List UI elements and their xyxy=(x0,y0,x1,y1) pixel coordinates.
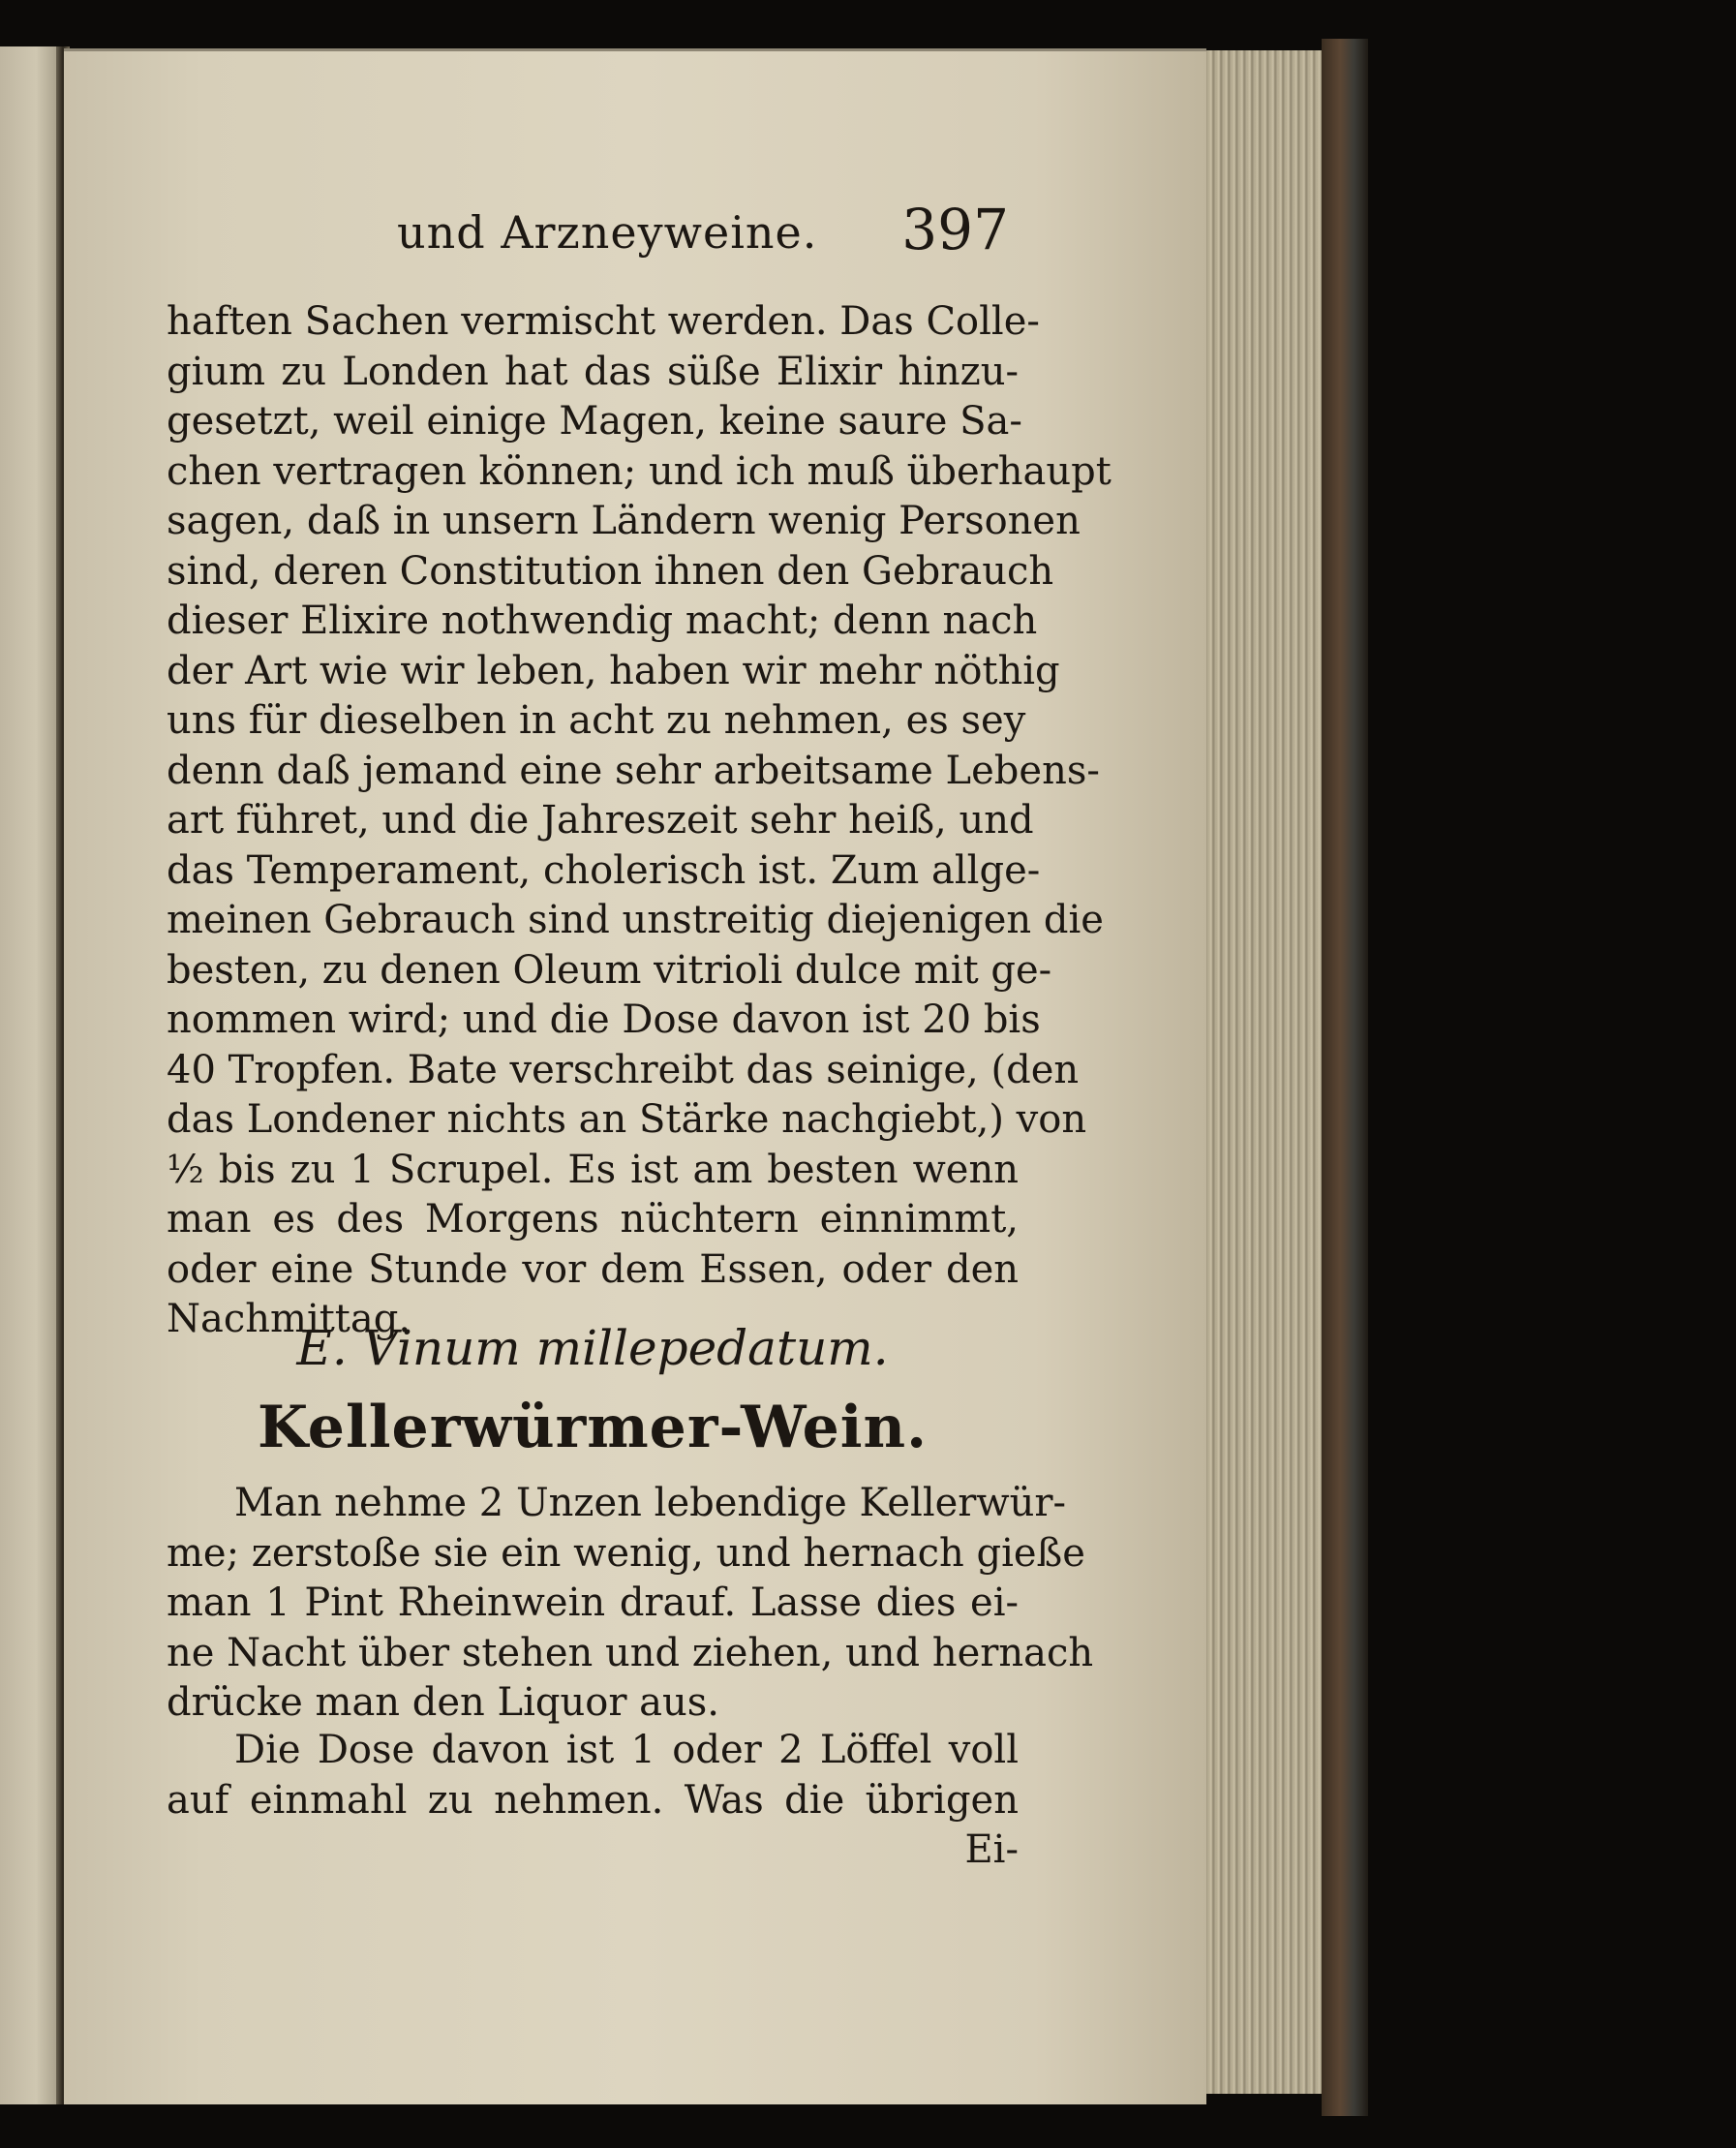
text-line: Die Dose davon ist 1 oder 2 Löffel voll xyxy=(234,1728,1019,1772)
text-line: man 1 Pint Rheinwein drauf. Lasse dies ei- xyxy=(167,1580,1019,1625)
paragraph-2 xyxy=(167,1479,1094,1729)
text-line: oder eine Stunde vor dem Essen, oder den xyxy=(167,1246,1019,1292)
text-line: meinen Gebrauch sind unstreitig diejenigen die xyxy=(167,898,1104,942)
text-line: sagen, daß in unsern Ländern wenig Personen xyxy=(167,499,1081,543)
text-line: Nachmittag. xyxy=(167,1297,411,1341)
text-line: sind, deren Constitution ihnen den Gebrauch xyxy=(167,548,1054,594)
page-block-edges xyxy=(1201,50,1326,2094)
text-line: ½ bis zu 1 Scrupel. Es ist am besten wenn xyxy=(167,1147,1019,1192)
text-line: man es des Morgens nüchtern einnimmt, xyxy=(167,1197,1019,1242)
right-page xyxy=(64,48,1206,2104)
text-line: gesetzt, weil einige Magen, keine saure Sa- xyxy=(167,399,1022,444)
running-head-title: und Arzneyweine. xyxy=(397,206,818,259)
text-line: uns für dieselben in acht zu nehmen, es sey xyxy=(167,698,1026,743)
text-line: der Art wie wir leben, haben wir mehr nöthig xyxy=(167,648,1060,693)
running-head xyxy=(167,193,1019,280)
section-german-title: Kellerwürmer-Wein. xyxy=(257,1394,929,1461)
text-line: das Temperament, cholerisch ist. Zum allge- xyxy=(167,847,1041,893)
text-line: auf einmahl zu nehmen. Was die übrigen xyxy=(167,1777,1019,1823)
text-line: das Londener nichts an Stärke nachgiebt,) von xyxy=(167,1097,1087,1142)
text-line: ne Nacht über stehen und ziehen, und hernach xyxy=(167,1630,1094,1675)
section-latin-title: E. Vinum millepedatum. xyxy=(296,1320,889,1376)
text-line: gium zu Londen hat das süße Elixir hinzu- xyxy=(167,349,1019,394)
text-line: Man nehme 2 Unzen lebendige Kellerwür- xyxy=(234,1481,1067,1525)
left-page-edge xyxy=(0,46,60,2104)
catchword: Ei- xyxy=(964,1827,1019,1872)
text-line: denn daß jemand eine sehr arbeitsame Lebens- xyxy=(167,748,1100,793)
text-line: chen vertragen können; und ich muß überhaupt xyxy=(167,448,1112,494)
text-line: art führet, und die Jahreszeit sehr heiß, und xyxy=(167,798,1034,843)
text-line: dieser Elixire nothwendig macht; denn nach xyxy=(167,598,1038,643)
text-line: drücke man den Liquor aus. xyxy=(167,1680,720,1725)
text-line: me; zerstoße sie ein wenig, und hernach gieße xyxy=(167,1530,1085,1576)
text-line: nommen wird; und die Dose davon ist 20 bis xyxy=(167,997,1041,1042)
paragraph-1 xyxy=(167,297,1112,1345)
text-line: haften Sachen vermischt werden. Das Colle- xyxy=(167,299,1040,344)
paragraph-3 xyxy=(167,1726,1019,1876)
book-cover-edge xyxy=(1322,39,1368,2116)
text-line: besten, zu denen Oleum vitrioli dulce mit ge- xyxy=(167,947,1052,993)
page-number: 397 xyxy=(901,197,1009,262)
text-line: 40 Tropfen. Bate verschreibt das seinige, (den xyxy=(167,1047,1080,1092)
